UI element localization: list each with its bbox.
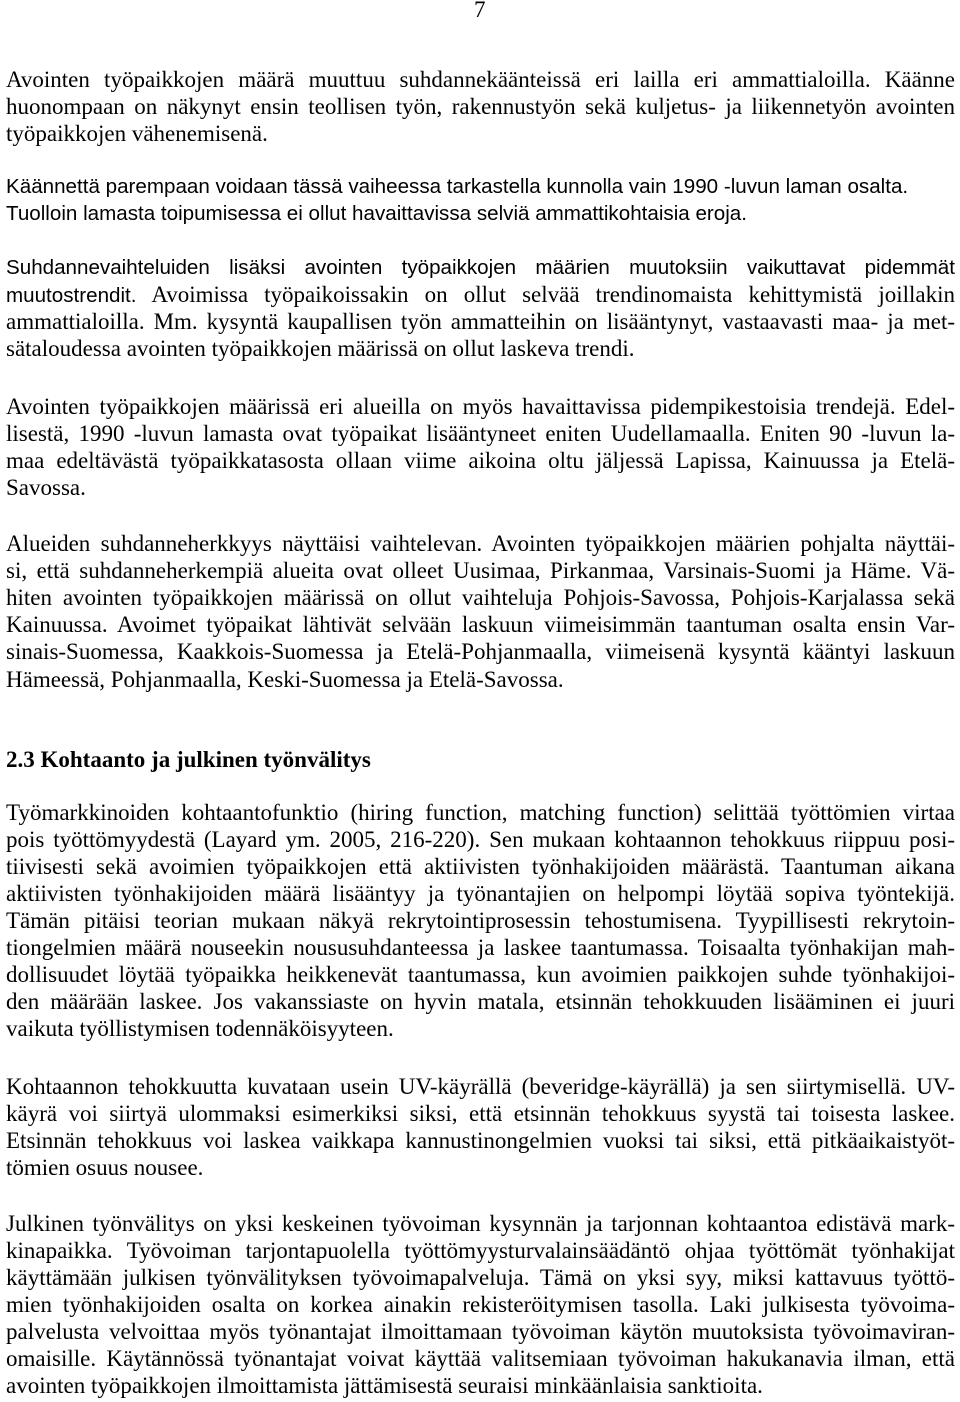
text-line: Alueiden suhdanneherkkyys näyttäisi vaihtelevan. Avointen työpaikkojen määrien pohjalta näyttäi- — [6, 531, 955, 556]
text-line: maa edeltävästä työpaikkatasosta ollaan viime aikoina oltu jäljessä Lapissa, Kainuussa ja Etelä- — [6, 448, 955, 473]
text-line: Käännettä parempaan voidaan tässä vaiheessa tarkastella kunnolla vain 1990 -luvun laman osalta. — [6, 175, 909, 198]
text-line: hiten avointen työpaikkojen määrissä on ollut vaihteluja Pohjois-Savossa, Pohjois-Karjalassa sekä — [6, 585, 955, 610]
text-line: tiongelmien määrä nouseekin noususuhdanteessa ja laskee taantumassa. Toisaalta työnhakijan mah- — [6, 935, 955, 960]
text-line: ammattialoilla. Mm. kysyntä kaupallisen työn ammatteihin on lisääntynyt, vastaavasti maa- ja met- — [6, 309, 955, 334]
text-line: käyrä voi siirtyä ulommaksi esimerkiksi siksi, että etsinnän tehokkuus syystä tai toisesta laskee. — [6, 1101, 955, 1126]
text-line: palvelusta velvoittaa myös työnantajat ilmoittamaan työvoiman käytön muutoksista työvoimaviran- — [6, 1319, 955, 1344]
text-line: Suhdannevaihteluiden lisäksi avointen työpaikkojen määrien muutoksiin vaikuttavat pidemmät — [6, 256, 955, 279]
section-heading: 2.3 Kohtaanto ja julkinen työnvälitys — [6, 747, 371, 772]
text-line: mien työnhakijoiden osalta on korkea ainakin rekisteröitymisen tasolla. Laki julkisesta työvoima- — [6, 1292, 955, 1317]
text-line: tömien osuus nousee. — [6, 1155, 204, 1180]
text-line: Avointen työpaikkojen määrissä eri alueilla on myös havaittavissa pidempikestoisia trendejä. Edel- — [6, 394, 955, 419]
text-line: kinapaikka. Työvoiman tarjontapuolella työttömyysturvalainsäädäntö ohjaa työttömät työnhakijat — [6, 1238, 955, 1263]
text-line: den määrään laskee. Jos vakanssiaste on hyvin matala, etsinnän tehokkuuden lisääminen ei juuri — [6, 989, 955, 1014]
text-line: tiivisesti sekä avoimien työpaikkojen että aktiivisten työnhakijoiden määrästä. Taantuman aikana — [6, 854, 955, 879]
text-segment: Avoimissa työpaikoissakin on ollut selvää trendinomaista kehittymistä joillakin — [151, 282, 955, 307]
text-line: työpaikkojen vähenemisenä. — [6, 121, 268, 146]
text-line: Etsinnän tehokkuus voi laskea vaikkapa kannustinongelmien vuoksi tai siksi, että pitkäaikaistyöt- — [6, 1128, 955, 1153]
text-line: sätaloudessa avointen työpaikkojen määrissä on ollut laskeva trendi. — [6, 336, 635, 361]
page-number: 7 — [474, 0, 486, 22]
text-line: pois työttömyydestä (Layard ym. 2005, 216-220). Sen mukaan kohtaannon tehokkuus riippuu posi- — [6, 827, 955, 852]
text-line: Tuolloin lamasta toipumisessa ei ollut havaittavissa selviä ammattikohtaisia eroja. — [6, 202, 747, 225]
text-line: huonompaan on näkynyt ensin teollisen työn, rakennustyön sekä kuljetus- ja liikennetyön avointen — [6, 94, 955, 119]
text-segment: muutostrendit. — [6, 284, 137, 307]
text-line: avointen työpaikkojen ilmoittamista jättämisestä seuraisi minkäänlaisia sanktioita. — [6, 1373, 763, 1398]
text-line: aktiivisten työnhakijoiden määrä lisääntyy ja työnantajien on helpompi löytää sopiva työntekijä. — [6, 881, 955, 906]
text-line — [6, 282, 955, 308]
text-line: Kainuussa. Avoimet työpaikat lähtivät selvään laskuun viimeisimmän taantuman osalta ensin Var- — [6, 612, 955, 637]
text-line: Julkinen työnvälitys on yksi keskeinen työvoiman kysynnän ja tarjonnan kohtaantoa edistävä mark- — [6, 1211, 955, 1236]
text-line: lisestä, 1990 -luvun lamasta ovat työpaikat lisääntyneet eniten Uudellamaalla. Eniten 90 -luvun la- — [6, 421, 955, 446]
text-line: vaikuta työllistymisen todennäköisyyteen. — [6, 1016, 394, 1041]
text-line: Kohtaannon tehokkuutta kuvataan usein UV-käyrällä (beveridge-käyrällä) ja sen siirtymisellä. UV- — [6, 1074, 955, 1099]
text-line: Hämeessä, Pohjanmaalla, Keski-Suomessa ja Etelä-Savossa. — [6, 667, 564, 692]
text-line: omaisille. Käytännössä työnantajat voivat käyttää valitsemiaan työvoiman hakukanavia ilman, että — [6, 1346, 955, 1371]
text-line: Työmarkkinoiden kohtaantofunktio (hiring function, matching function) selittää työttömien virtaa — [6, 800, 955, 825]
text-line: sinais-Suomessa, Kaakkois-Suomessa ja Etelä-Pohjanmaalla, viimeisenä kysyntä kääntyi laskuun — [6, 639, 955, 664]
text-line: käyttämään julkisen työnvälityksen työvoimapalveluja. Tämä on yksi syy, miksi kattavuus työttö- — [6, 1265, 955, 1290]
text-line: Tämän pitäisi teorian mukaan näkyä rekrytointiprosessin tehostumisena. Tyypillisesti rekrytoin- — [6, 908, 955, 933]
text-line: Avointen työpaikkojen määrä muuttuu suhdannekäänteissä eri lailla eri ammattialoilla. Käänne — [6, 67, 955, 92]
text-line: Savossa. — [6, 475, 86, 500]
text-line: dollisuudet löytää työpaikka heikkenevät taantumassa, kun avoimien paikkojen suhde työnhakijoi- — [6, 962, 955, 987]
text-line: si, että suhdanneherkempiä alueita ovat olleet Uusimaa, Pirkanmaa, Varsinais-Suomi ja Häme. Vä- — [6, 558, 955, 583]
